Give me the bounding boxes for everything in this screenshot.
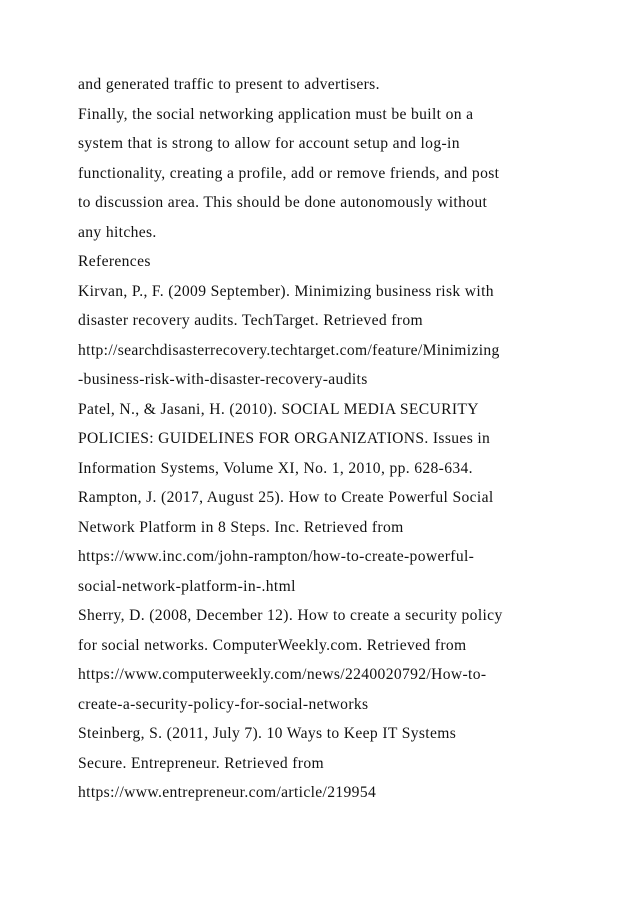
body-text [78,70,618,808]
reference-line: Secure. Entrepreneur. Retrieved from [78,754,324,772]
paragraph-line: Finally, the social networking application must be built on a [78,105,474,123]
reference-line: Rampton, J. (2017, August 25). How to Create Powerful Social [78,489,494,506]
reference-url: https://www.entrepreneur.com/article/219954 [78,784,377,801]
reference-line: Patel, N., & Jasani, H. (2010). SOCIAL MEDIA SECURITY [78,400,479,418]
reference-line: Sherry, D. (2008, December 12). How to create a security policy [78,607,503,624]
paragraph-line: functionality, creating a profile, add or remove friends, and post [78,164,500,182]
reference-line: POLICIES: GUIDELINES FOR ORGANIZATIONS. Issues in [78,430,491,447]
reference-line: for social networks. ComputerWeekly.com. Retrieved from [78,636,467,654]
reference-line: Kirvan, P., F. (2009 September). Minimizing business risk with [78,282,494,300]
reference-url: -business-risk-with-disaster-recovery-audits [78,371,368,388]
reference-url: http://searchdisasterrecovery.techtarget.com/feature/Minimizing [78,341,500,359]
reference-url: create-a-security-policy-for-social-networks [78,695,369,713]
references-heading: References [78,253,151,270]
paragraph-line: any hitches. [78,223,157,241]
paragraph-line: system that is strong to allow for account setup and log-in [78,135,460,152]
reference-line: Information Systems, Volume XI, No. 1, 2010, pp. 628-634. [78,459,473,477]
reference-line: Network Platform in 8 Steps. Inc. Retrieved from [78,518,404,536]
paragraph-line: and generated traffic to present to advertisers. [78,76,380,93]
reference-line: disaster recovery audits. TechTarget. Retrieved from [78,312,423,329]
reference-url: https://www.computerweekly.com/news/2240020792/How-to- [78,666,487,683]
reference-url: https://www.inc.com/john-rampton/how-to-create-powerful- [78,548,475,565]
paragraph-line: to discussion area. This should be done autonomously without [78,194,488,211]
reference-line: Steinberg, S. (2011, July 7). 10 Ways to Keep IT Systems [78,725,457,742]
reference-url: social-network-platform-in-.html [78,577,296,595]
